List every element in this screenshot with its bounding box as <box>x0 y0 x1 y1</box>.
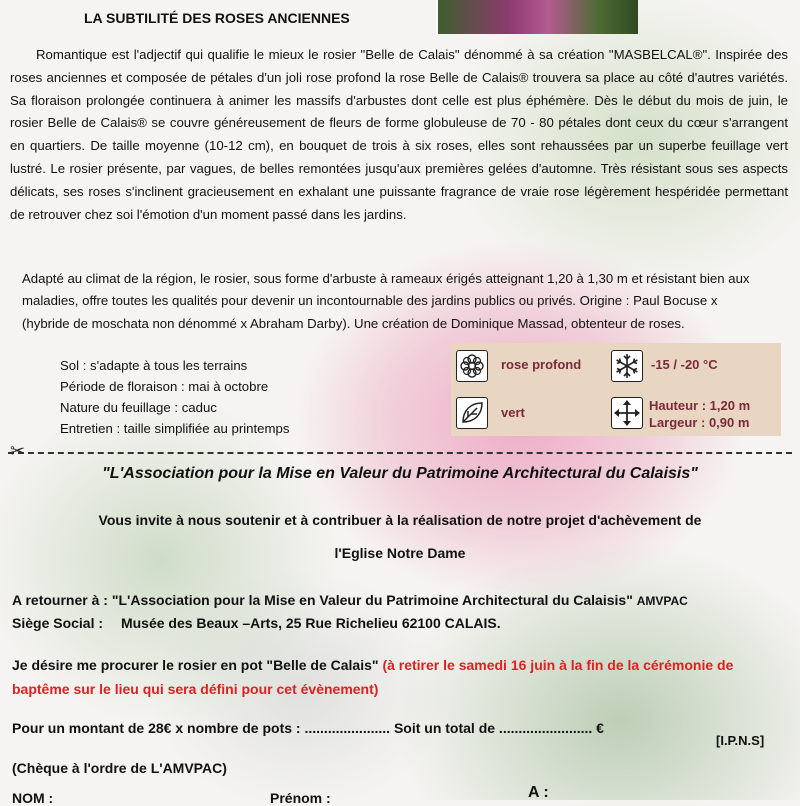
return-text: A retourner à : "L'Association pour la Mise en Valeur du Patrimoine Architectural du Calaisis" <box>12 592 633 608</box>
leaf-icon <box>456 397 488 429</box>
return-address <box>12 592 792 608</box>
flower-icon <box>456 350 488 382</box>
dimensions-arrows-icon <box>611 397 643 429</box>
pickup-note: (à retirer le samedi 16 juin à la fin de la cérémonie de baptême sur le lieu qui sera défini pour cet évènement) <box>12 657 734 697</box>
flower-color-label: rose profond <box>501 357 582 372</box>
invite-line-2: l'Eglise Notre Dame <box>334 545 466 561</box>
description-paragraph-2: Adapté au climat de la région, le rosier, sous forme d'arbuste à rameaux érigés atteignant 1,20 à 1,30 m et résistant bien aux maladies, offre toutes les qualités pour devenir un incontournable des jardins publics ou privés. Origine : Paul Bocuse x (hybride de moschata non dénommé x Abraham Darby). Une création de Dominique Massad, obtenteur de roses. <box>22 271 750 331</box>
dimensions-label <box>649 397 750 431</box>
order-request <box>12 653 792 701</box>
invite-line-1: Vous invite à nous soutenir et à contribuer à la réalisation de notre projet d'achèvement de <box>98 512 702 528</box>
description-paragraph-1: Romantique est l'adjectif qui qualifie le mieux le rosier "Belle de Calais" dénommé à sa création "MASBELCAL®". Inspirée des roses anciennes et composée de pétales d'un joli rose profond la rose Belle de Calais® trouvera sa place au côté d'autres variétés. Sa floraison prolongée continuera à animer les massifs d'arbustes dont celle est plus éphémère. Dès le début du mois de juin, le rosier Belle de Calais® se couvre généreusement de fleurs de forme globuleuse de 70 - 80 pétales dont ceux du cœur s'arrangent en quartiers. De taille moyenne (10-12 cm), en bouquet de trois à six roses, elles sont rehaussées par un superbe feuillage vert lustré. Le rosier présente, par vagues, de belles remontées jusqu'aux premières gelées d'automne. Très résistant sous ses aspects délicats, ses roses s'inclinent gracieusement en exhalant une puissante fragrance de vraie rose légèrement hespéridée permettant de retrouver chez soi l'émotion d'un moment passé dans les jardins. <box>10 47 788 222</box>
snowflake-icon <box>611 350 643 382</box>
cut-line <box>8 452 792 454</box>
care-item-maintenance: Entretien : taille simplifiée au printemps <box>60 421 290 436</box>
scissors-icon: ✂ <box>10 441 26 461</box>
care-item-flowering: Période de floraison : mai à octobre <box>60 379 269 394</box>
siege-label: Siège Social : <box>12 615 104 631</box>
page-title: LA SUBTILITÉ DES ROSES ANCIENNES <box>84 10 350 26</box>
width-value: Largeur : 0,90 m <box>649 415 750 430</box>
association-title: "L'Association pour la Mise en Valeur du Patrimoine Architectural du Calaisis" <box>102 465 698 482</box>
siege-address: Musée des Beaux –Arts, 25 Rue Richelieu 62100 CALAIS. <box>120 615 501 631</box>
siege-social <box>12 615 501 631</box>
care-item-foliage: Nature du feuillage : caduc <box>60 400 217 415</box>
nom-field[interactable]: NOM : <box>12 790 54 806</box>
cheque-note: (Chèque à l'ordre de L'AMVPAC) <box>12 760 227 776</box>
care-item-soil: Sol : s'adapte à tous les terrains <box>60 358 248 373</box>
ipns-mark: [I.P.N.S] <box>716 733 765 748</box>
rose-photo <box>436 0 638 34</box>
return-abbr: AMVPAC <box>636 594 688 608</box>
hardiness-label: -15 / -20 °C <box>651 357 718 372</box>
order-text: Je désire me procurer le rosier en pot "Belle de Calais" <box>12 657 379 673</box>
amount-line[interactable]: Pour un montant de 28€ x nombre de pots : ...................... Soit un total de ........................ € <box>12 720 604 736</box>
info-panel <box>451 343 781 436</box>
prenom-field[interactable]: Prénom : <box>270 790 331 806</box>
foliage-color-label: vert <box>501 405 525 420</box>
city-field[interactable]: A : <box>528 784 549 801</box>
height-value: Hauteur : 1,20 m <box>649 398 751 413</box>
care-list <box>60 355 289 439</box>
